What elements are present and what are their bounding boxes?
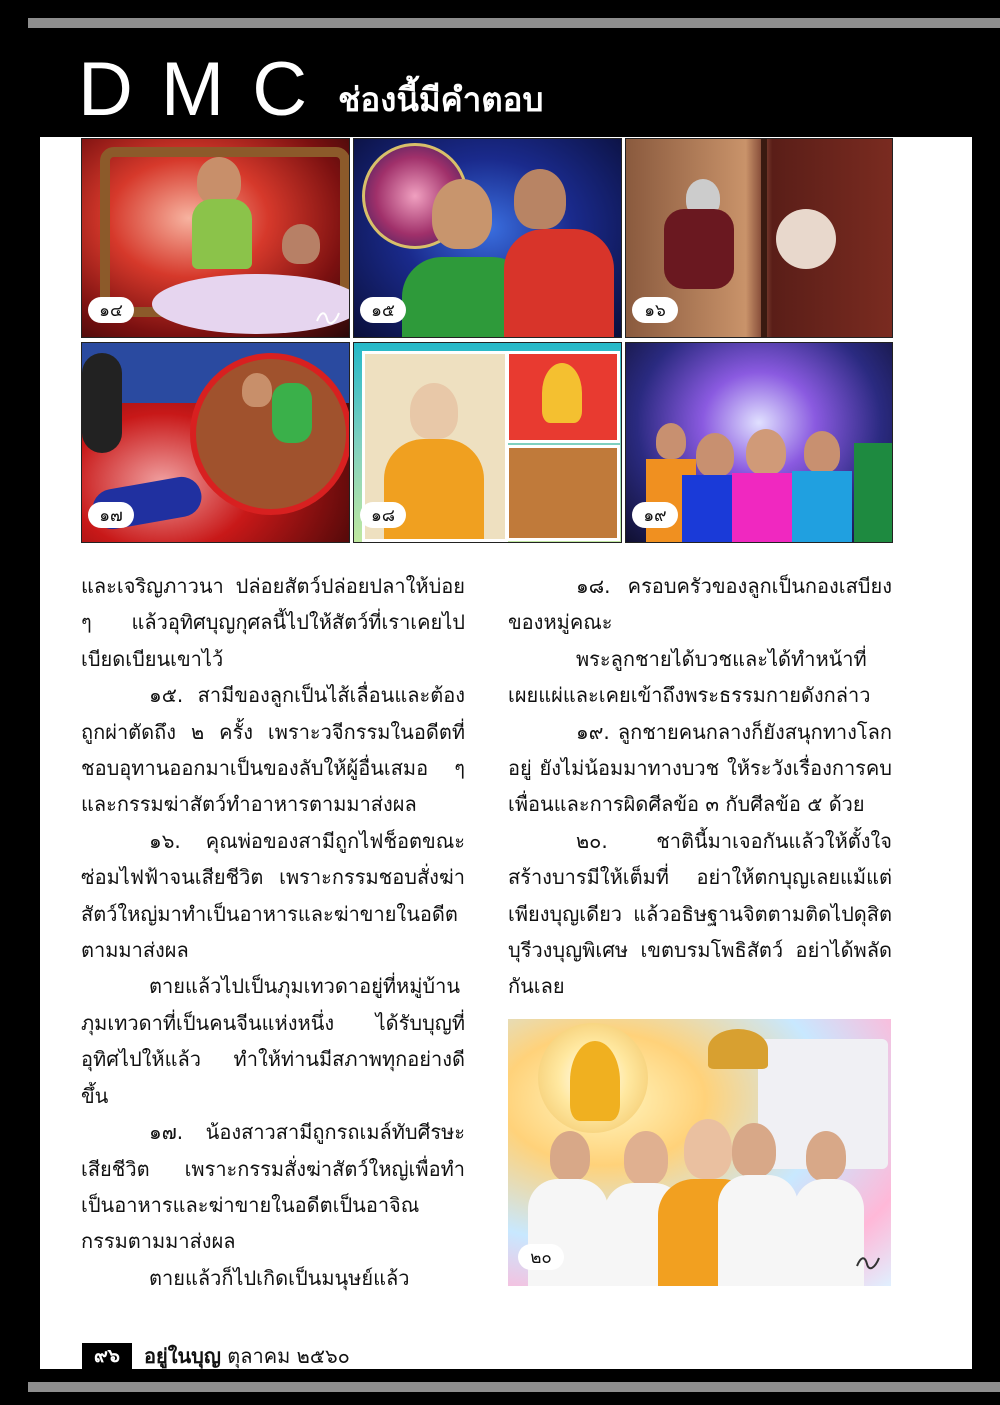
- panel-number-badge: ๑๙: [632, 502, 678, 528]
- paragraph: ตายแล้วก็ไปเกิดเป็นมนุษย์แล้ว: [149, 1265, 410, 1290]
- artist-signature-icon: [315, 309, 341, 325]
- paragraph: ๑๕. สามีของลูกเป็นไส้เลื่อนและต้องถูกผ่าตัดถึง ๒ ครั้ง เพราะวจีกรรมในอดีตที่ชอบอุทานออกมาเป็นของลับให้ผู้อื่นเสมอ ๆ และกรรมฆ่าสัตว์ทำอาหารตามมาส่งผล: [81, 683, 465, 817]
- illustration-panel-19: [625, 342, 893, 543]
- magazine-section-logo: DMC: [78, 47, 336, 132]
- section-subtitle: ช่องนี้มีคำตอบ: [338, 80, 544, 119]
- bottom-border-stripe: [28, 1382, 1000, 1392]
- page-number: ๙๖: [82, 1343, 132, 1369]
- right-text-column: [508, 568, 892, 1005]
- illustration-panel-16: [625, 138, 893, 338]
- paragraph: ๑๗. น้องสาวสามีถูกรถเมล์ทับศีรษะเสียชีวิต เพราะกรรมสั่งฆ่าสัตว์ใหญ่เพื่อทำเป็นอาหารและฆ่าขายในอดีตเป็นอาจิณกรรมตามมาส่งผล: [81, 1120, 465, 1254]
- magazine-name: อยู่ในบุญ: [144, 1344, 221, 1368]
- artist-signature-icon: [855, 1254, 881, 1270]
- paragraph: ๑๙. ลูกชายคนกลางก็ยังสนุกทางโลกอยู่ ยังไม่น้อมมาทางบวช ให้ระวังเรื่องการคบเพื่อนและการผิดศีลข้อ ๓ กับศีลข้อ ๕ ด้วย: [508, 719, 892, 817]
- panel-number-badge: ๑๕: [360, 297, 406, 323]
- panel-number-badge: ๑๘: [360, 502, 406, 528]
- illustration-panel-18: [353, 342, 622, 543]
- panel-number-badge: ๑๔: [88, 297, 134, 323]
- issue-date: ตุลาคม ๒๕๖๐: [227, 1344, 350, 1368]
- left-text-column: [81, 568, 465, 1296]
- paragraph: ตายแล้วไปเป็นภุมเทวดาอยู่ที่หมู่บ้านภุมเทวดาที่เป็นคนจีนแห่งหนึ่ง ได้รับบุญที่อุทิศไปให้แล้ว ทำให้ท่านมีสภาพทุกอย่างดีขึ้น: [81, 974, 465, 1108]
- illustration-panel-14: [81, 138, 350, 338]
- illustration-panel-15: [353, 138, 622, 338]
- illustration-panel-17: [81, 342, 350, 543]
- panel-number-badge: ๑๖: [632, 297, 678, 323]
- top-border-stripe: [28, 18, 1000, 28]
- illustration-panel-20: [508, 1019, 891, 1286]
- paragraph: พระลูกชายได้บวชและได้ทำหน้าที่เผยแผ่และเคยเข้าถึงพระธรรมกายดังกล่าว: [508, 646, 871, 708]
- panel-number-badge: ๑๗: [88, 502, 134, 528]
- panel-number-badge: ๒๐: [518, 1244, 564, 1270]
- paragraph: ๑๖. คุณพ่อของสามีถูกไฟช็อตขณะซ่อมไฟฟ้าจนเสียชีวิต เพราะกรรมชอบสั่งฆ่าสัตว์ใหญ่มาทำเป็นอาหารและฆ่าขายในอดีตตามมาส่งผล: [81, 828, 465, 963]
- paragraph: ๒๐. ชาตินี้มาเจอกันแล้วให้ตั้งใจสร้างบารมีให้เต็มที่ อย่าให้ตกบุญเลยแม้แต่เพียงบุญเดียว แล้วอธิษฐานจิตตามติดไปดุสิตบุรีวงบุญพิเศษ เขตบรมโพธิสัตว์ อย่าได้พลัดกันเลย: [508, 828, 892, 999]
- paragraph: ๑๘. ครอบครัวของลูกเป็นกองเสบียงของหมู่คณะ: [508, 574, 892, 635]
- paragraph: และเจริญภาวนา ปล่อยสัตว์ปล่อยปลาให้บ่อย ๆ แล้วอุทิศบุญกุศลนี้ไปให้สัตว์ที่เราเคยไปเบียดเบียนเขาไว้: [81, 574, 465, 671]
- magazine-footer: [144, 1342, 350, 1370]
